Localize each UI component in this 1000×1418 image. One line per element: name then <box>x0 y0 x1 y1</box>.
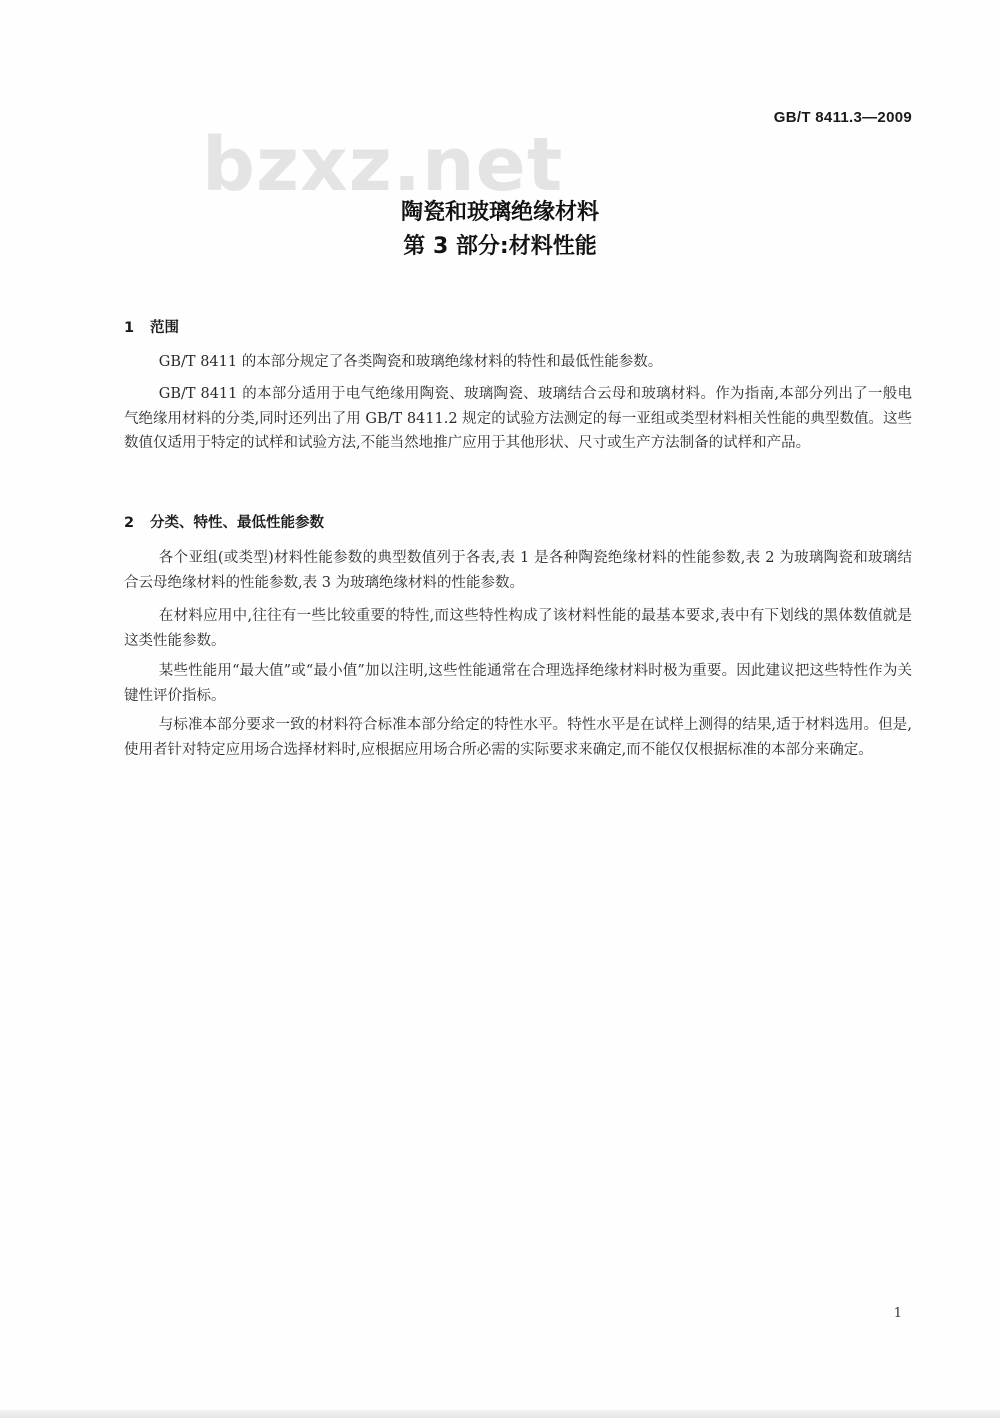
section-2-heading <box>124 511 324 532</box>
page-number: 1 <box>893 1306 902 1321</box>
section-title: 分类、特性、最低性能参数 <box>150 515 324 531</box>
section-number: 1 <box>124 320 135 336</box>
page-bottom-edge <box>0 1410 1000 1418</box>
paragraph: GB/T 8411 的本部分适用于电气绝缘用陶瓷、玻璃陶瓷、玻璃结合云母和玻璃材料。作为指南,本部分列出了一般电气绝缘用材料的分类,同时还列出了用 GB/T 8411.2 规定的试验方法测定的每一亚组或类型材料相关性能的典型数值。这些数值仅适用于特定的试样和试验方法,不能当然地推广应用于其他形状、尺寸或生产方法制备的试样和产品。 <box>124 386 912 451</box>
title-line-1: 陶瓷和玻璃绝缘材料 <box>400 200 599 225</box>
standard-code: GB/T 8411.3—2009 <box>773 109 912 126</box>
paragraph: 各个亚组(或类型)材料性能参数的典型数值列于各表,表 1 是各种陶瓷绝缘材料的性能参数,表 2 为玻璃陶瓷和玻璃结合云母绝缘材料的性能参数,表 3 为玻璃绝缘材料的性能参数。 <box>124 550 912 591</box>
section-1-heading <box>124 316 179 337</box>
paragraph: GB/T 8411 的本部分规定了各类陶瓷和玻璃绝缘材料的特性和最低性能参数。 <box>158 354 663 370</box>
section-title: 范围 <box>150 320 179 336</box>
watermark: bzxz.net <box>202 122 564 208</box>
document-title <box>0 196 1000 264</box>
section-number: 2 <box>124 515 135 531</box>
paragraph: 某些性能用“最大值”或“最小值”加以注明,这些性能通常在合理选择绝缘材料时极为重要。因此建议把这些特性作为关键性评价指标。 <box>124 663 912 704</box>
title-line-2: 第 3 部分:材料性能 <box>403 234 597 259</box>
paragraph: 与标准本部分要求一致的材料符合标准本部分给定的特性水平。特性水平是在试样上测得的结果,适于材料选用。但是,使用者针对特定应用场合选择材料时,应根据应用场合所必需的实际要求来确定,而不能仅仅根据标准的本部分来确定。 <box>124 717 912 758</box>
paragraph: 在材料应用中,往往有一些比较重要的特性,而这些特性构成了该材料性能的最基本要求,表中有下划线的黑体数值就是这类性能参数。 <box>124 608 912 649</box>
